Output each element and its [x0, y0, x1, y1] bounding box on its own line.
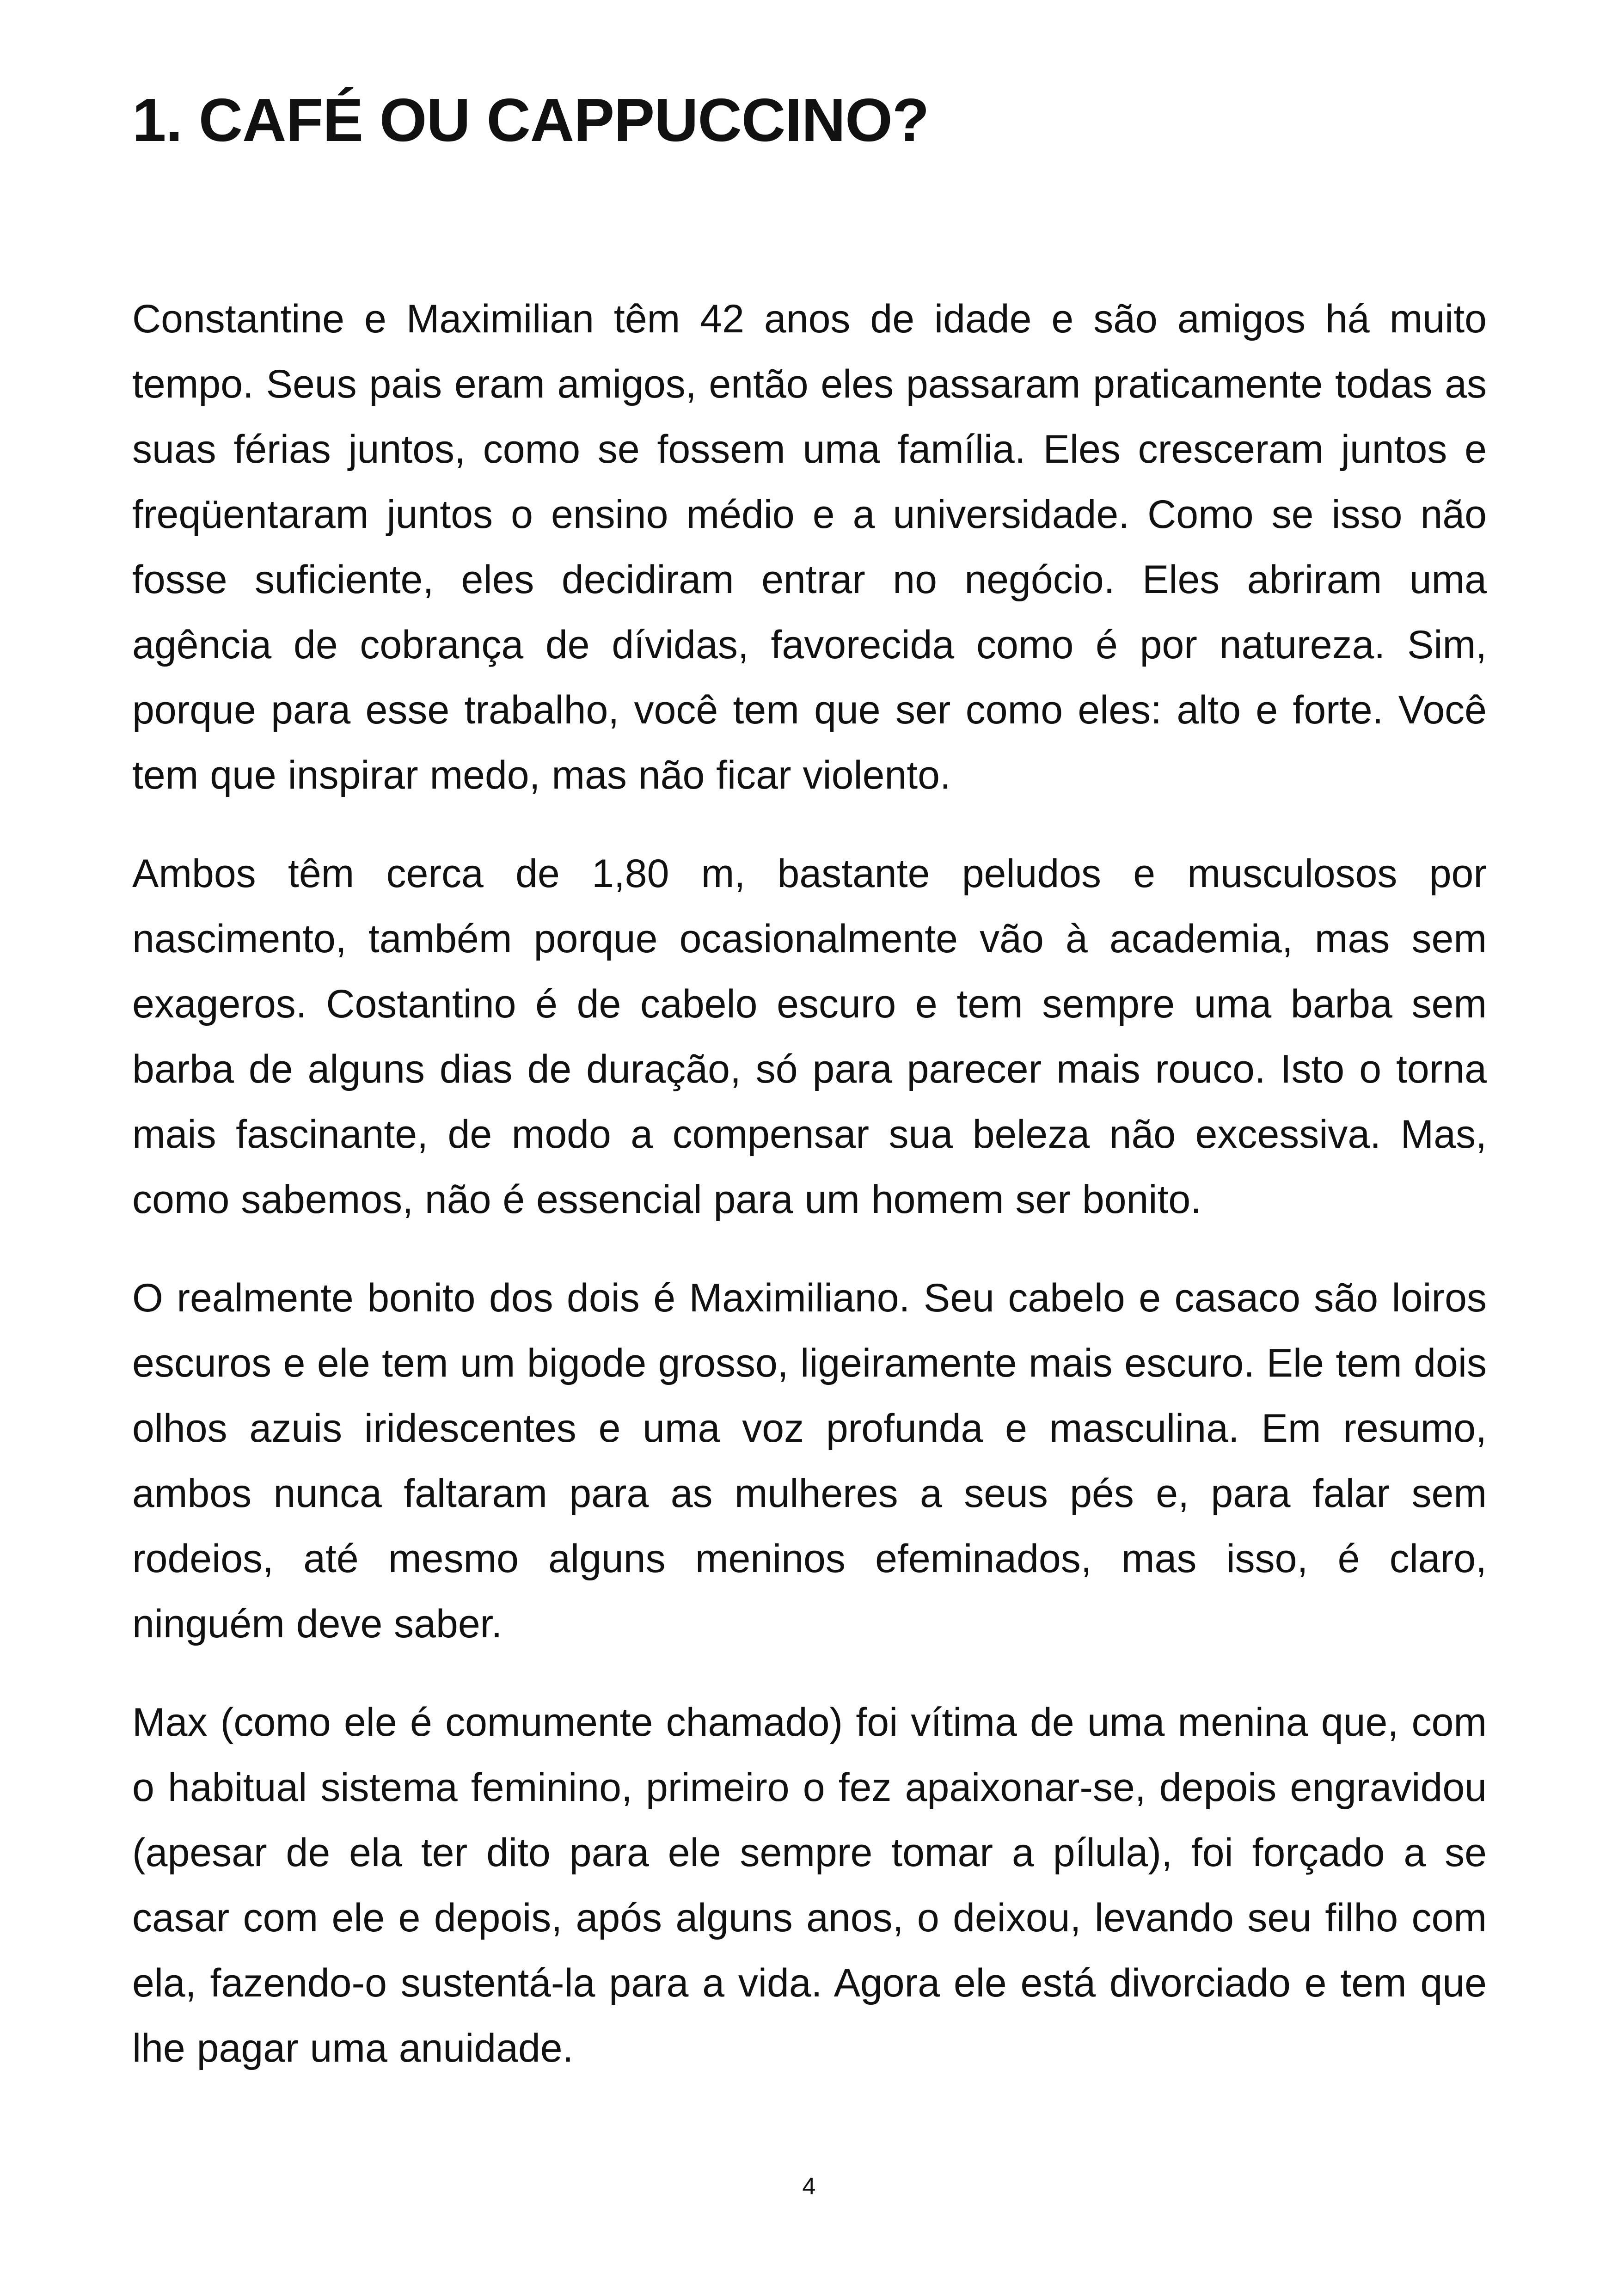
page-number: 4 [802, 2173, 816, 2200]
paragraph-3: O realmente bonito dos dois é Maximiliano. Seu cabelo e casaco são loiros escuros e ele tem um bigode grosso, ligeiramente mais escuro. Ele tem dois olhos azuis iridescentes e uma voz profunda e masculina. Em resumo, ambos nunca faltaram para as mulheres a seus pés e, para falar sem rodeios, até mesmo alguns meninos efeminados, mas isso, é claro, ninguém deve saber. [132, 1276, 1487, 1646]
paragraph-4: Max (como ele é comumente chamado) foi vítima de uma menina que, com o habitual sistema feminino, primeiro o fez apaixonar-se, depois engravidou (apesar de ela ter dito para ele sempre tomar a pílula), foi forçado a se casar com ele e depois, após alguns anos, o deixou, levando seu filho com ela, fazendo-o sustentá-la para a vida. Agora ele está divorciado e tem que lhe pagar uma anuidade. [132, 1700, 1487, 2070]
body-text [132, 287, 1487, 2114]
chapter-title: 1. CAFÉ OU CAPPUCCINO? [132, 86, 929, 154]
paragraph-1: Constantine e Maximilian têm 42 anos de idade e são amigos há muito tempo. Seus pais eram amigos, então eles passaram praticamente todas as suas férias juntos, como se fossem uma família. Eles cresceram juntos e freqüentaram juntos o ensino médio e a universidade. Como se isso não fosse suficiente, eles decidiram entrar no negócio. Eles abriram uma agência de cobrança de dívidas, favorecida como é por natureza. Sim, porque para esse trabalho, você tem que ser como eles: alto e forte. Você tem que inspirar medo, mas não ficar violento. [132, 297, 1487, 797]
paragraph-2: Ambos têm cerca de 1,80 m, bastante peludos e musculosos por nascimento, também porque ocasionalmente vão à academia, mas sem exageros. Costantino é de cabelo escuro e tem sempre uma barba sem barba de alguns dias de duração, só para parecer mais rouco. Isto o torna mais fascinante, de modo a compensar sua beleza não excessiva. Mas, como sabemos, não é essencial para um homem ser bonito. [132, 851, 1487, 1222]
